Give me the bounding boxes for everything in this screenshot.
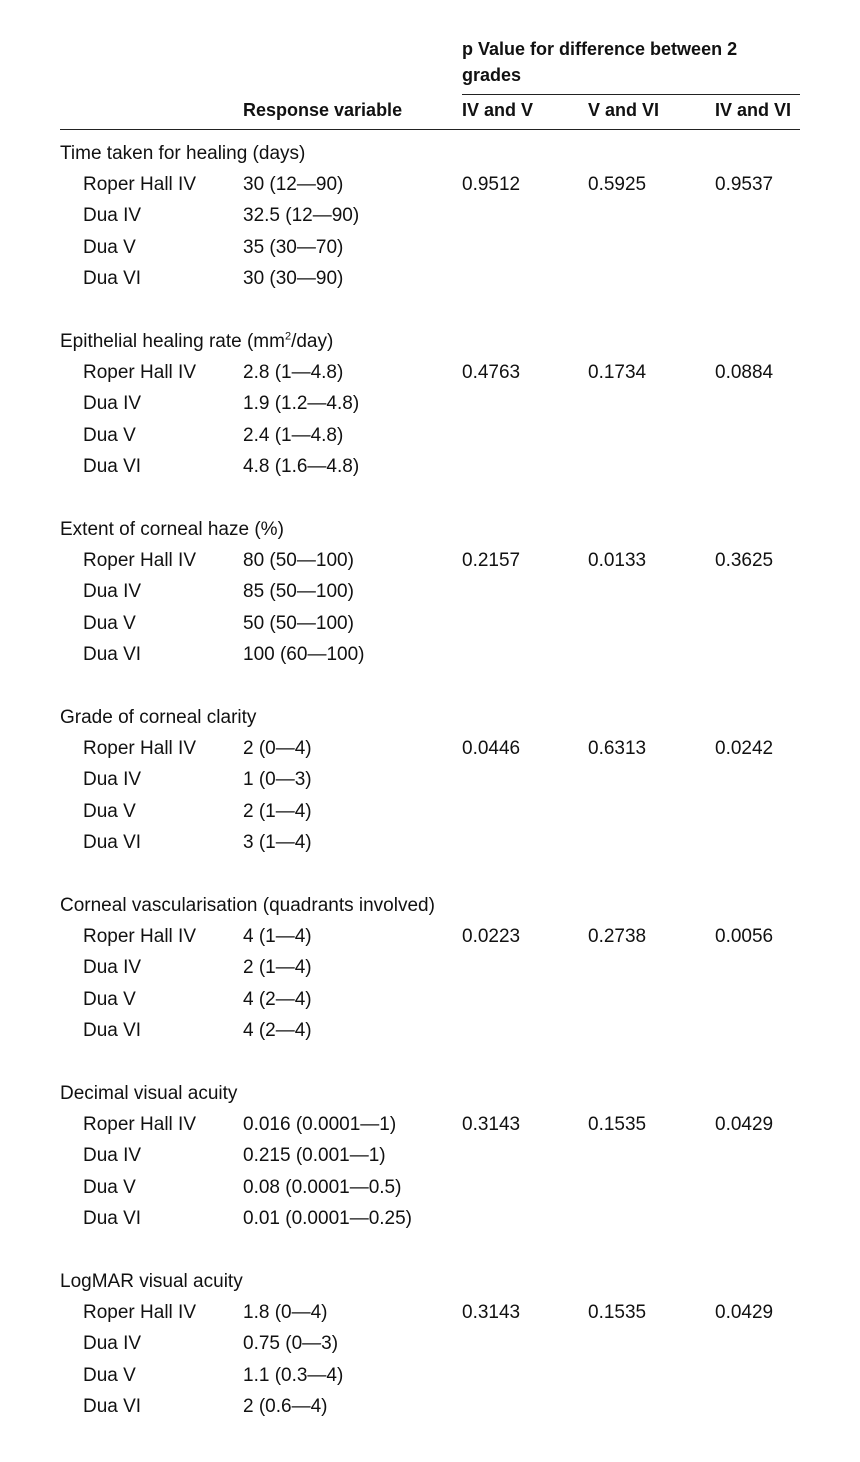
row-label: Dua IV [83,393,142,415]
row-label: Dua VI [83,643,142,665]
column-header-v-vi: V and VI [588,100,660,120]
pvalue-header-line2: grades [462,65,522,85]
row-label: Roper Hall IV [83,362,196,383]
row-label: Roper Hall IV [83,738,196,759]
pvalue-v-vi: 0.2738 [588,926,647,947]
row-value: 4 (1—4) [243,926,312,947]
row-value: 80 (50—100) [243,550,354,571]
row-value: 85 (50—100) [243,581,354,603]
row-value: 0.01 (0.0001—0.25) [243,1207,413,1229]
row-value: 4 (2—4) [243,988,312,1010]
row-label: Roper Hall IV [83,926,196,947]
pvalue-iv-v: 0.3143 [462,1302,521,1323]
row-label: Dua IV [83,769,142,791]
section-title [60,331,333,353]
pvalue-iv-vi: 0.0884 [715,362,774,383]
pvalue-iv-vi: 0.0056 [715,926,774,947]
pvalue-iv-vi: 0.3625 [715,550,774,571]
row-value: 0.215 (0.001—1) [243,1145,386,1167]
row-label: Roper Hall IV [83,174,196,195]
row-label: Dua IV [83,1145,142,1167]
row-value: 30 (30—90) [243,267,344,289]
section-title [60,895,435,917]
section-title [60,1083,237,1105]
pvalue-iv-v: 0.0446 [462,738,521,759]
pvalue-v-vi: 0.1734 [588,362,647,383]
row-value: 30 (12—90) [243,174,344,195]
pvalue-iv-v: 0.9512 [462,174,521,195]
row-label: Dua VI [83,1019,142,1041]
row-value: 100 (60—100) [243,643,365,665]
row-label: Dua IV [83,1333,142,1355]
row-label: Dua VI [83,1207,142,1229]
row-value: 2.8 (1—4.8) [243,362,344,383]
row-value: 2 (0.6—4) [243,1395,328,1417]
pvalue-iv-v: 0.4763 [462,362,521,383]
column-header-iv-v: IV and V [462,100,534,120]
section-title [60,143,305,165]
pvalue-iv-vi: 0.0242 [715,738,774,759]
pvalue-iv-v: 0.3143 [462,1114,521,1135]
section-title-text: Epithelial healing rate (mm [60,331,285,352]
row-label: Dua V [83,800,136,822]
row-label: Dua V [83,236,136,258]
section-title-text: Decimal visual acuity [60,1083,238,1104]
row-value: 0.016 (0.0001—1) [243,1114,397,1135]
pvalue-header-rule [462,94,800,95]
pvalue-v-vi: 0.5925 [588,174,647,195]
pvalue-iv-v: 0.0223 [462,926,521,947]
section-title-suffix: /day) [291,331,334,352]
row-value: 2.4 (1—4.8) [243,424,344,446]
pvalue-v-vi: 0.6313 [588,738,647,759]
row-value: 3 (1—4) [243,831,312,853]
row-value: 0.08 (0.0001—0.5) [243,1176,402,1198]
row-value: 2 (1—4) [243,957,312,979]
row-value: 35 (30—70) [243,236,344,258]
row-label: Dua V [83,424,136,446]
pvalue-v-vi: 0.1535 [588,1114,647,1135]
row-label: Roper Hall IV [83,1302,196,1323]
section-title [60,707,256,729]
header-bottom-rule [60,129,800,130]
pvalue-header-line1: p Value for difference between 2 [462,39,738,59]
row-value: 1 (0—3) [243,769,312,791]
pvalue-iv-vi: 0.0429 [715,1114,774,1135]
row-value: 4 (2—4) [243,1019,312,1041]
section-title-text: Grade of corneal clarity [60,707,257,728]
row-value: 1.9 (1.2—4.8) [243,393,360,415]
section-title-text: Corneal vascularisation (quadrants involved) [60,895,435,916]
row-label: Dua IV [83,205,142,227]
response-variable-header: Response variable [243,100,403,120]
row-value: 32.5 (12—90) [243,205,360,227]
row-label: Dua VI [83,455,142,477]
row-label: Dua V [83,1364,136,1386]
row-label: Roper Hall IV [83,1114,196,1135]
column-header-iv-vi: IV and VI [715,100,792,120]
row-value: 50 (50—100) [243,612,354,634]
row-label: Dua IV [83,581,142,603]
row-value: 2 (1—4) [243,800,312,822]
section-title-text: Time taken for healing (days) [60,143,306,164]
row-value: 1.1 (0.3—4) [243,1364,344,1386]
row-label: Dua IV [83,957,142,979]
row-label: Dua V [83,988,136,1010]
section-title-text: Extent of corneal haze (%) [60,519,284,540]
section-title [60,1271,243,1293]
pvalue-v-vi: 0.1535 [588,1302,647,1323]
pvalue-iv-v: 0.2157 [462,550,521,571]
row-label: Dua VI [83,831,142,853]
row-value: 0.75 (0—3) [243,1333,339,1355]
row-value: 1.8 (0—4) [243,1302,328,1323]
pvalue-iv-vi: 0.9537 [715,174,774,195]
row-value: 2 (0—4) [243,738,312,759]
section-title [60,519,284,541]
row-label: Dua V [83,612,136,634]
section-title-text: LogMAR visual acuity [60,1271,243,1292]
section-title-superscript: 2 [284,330,292,343]
row-label: Dua VI [83,1395,142,1417]
pvalue-v-vi: 0.0133 [588,550,647,571]
row-value: 4.8 (1.6—4.8) [243,455,360,477]
row-label: Dua VI [83,267,142,289]
row-label: Roper Hall IV [83,550,196,571]
pvalue-iv-vi: 0.0429 [715,1302,774,1323]
row-label: Dua V [83,1176,136,1198]
